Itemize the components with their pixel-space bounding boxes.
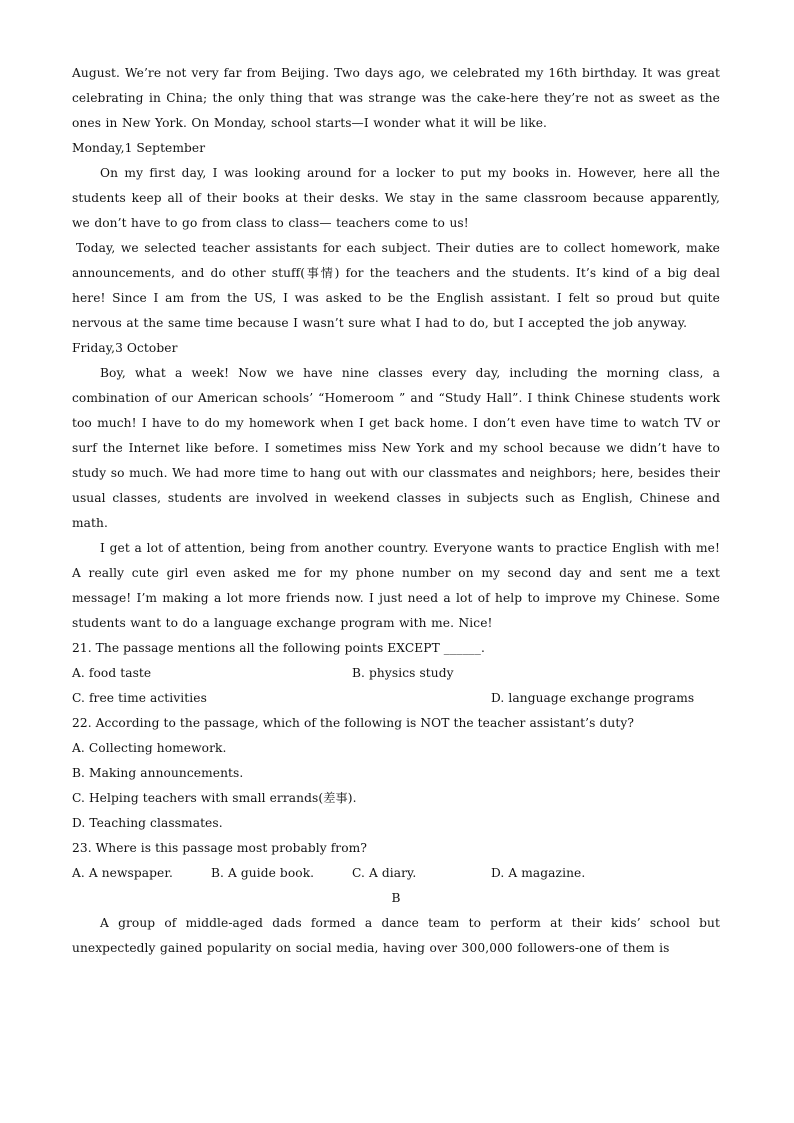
answer-option: D. language exchange programs [491, 691, 695, 705]
intro-paragraph: August. We’re not very far from Beijing. Two days ago, we celebrated my 16th birthday. It was great celebrating in China; the only thing that was strange was the cake-here they’re not as sweet as the ones in New York. On Monday, school starts—I wonder what it will be like. [72, 66, 720, 130]
question-stem: 21. The passage mentions all the following points EXCEPT ______. [72, 641, 485, 655]
question-stem: 22. According to the passage, which of the following is NOT the teacher assistant’s duty? [72, 716, 634, 730]
answer-option: D. A magazine. [491, 866, 586, 880]
question-options-row [72, 661, 720, 686]
diary-paragraph: Boy, what a week! Now we have nine classes every day, including the morning class, a combination of our American schools’ “Homeroom ” and “Study Hall”. I think Chinese students work too much! I have to do my homework when I get back home. I don’t even have time to watch TV or surf the Internet like before. I sometimes miss New York and my school because we didn’t have to study so much. We had more time to hang out with our classmates and neighbors; here, besides their usual classes, students are involved in weekend classes in subjects such as English, Chinese and math. [72, 366, 720, 530]
section-label: B [391, 891, 401, 905]
answer-option: C. free time activities [72, 691, 207, 705]
answer-option: A. food taste [72, 666, 152, 680]
answer-option: C. Helping teachers with small errands(差事). [72, 791, 357, 805]
diary-date-heading: Friday,3 October [72, 341, 178, 355]
answer-option: B. A guide book. [211, 866, 315, 880]
section-paragraph: A group of middle-aged dads formed a dance team to perform at their kids’ school but unexpectedly gained popularity on social media, having over 300,000 followers-one of them is [72, 916, 720, 955]
question-options-row [72, 861, 720, 886]
answer-option: A. Collecting homework. [72, 741, 227, 755]
answer-option: B. physics study [352, 666, 454, 680]
diary-date-heading: Monday,1 September [72, 141, 206, 155]
document-page [72, 61, 720, 961]
question-options-row [72, 686, 720, 711]
diary-paragraph: On my first day, I was looking around for a locker to put my books in. However, here all the students keep all of their books at their desks. We stay in the same classroom because apparently, we don’t have to go from class to class— teachers come to us! [72, 166, 720, 230]
answer-option: B. Making announcements. [72, 766, 244, 780]
answer-option: D. Teaching classmates. [72, 816, 223, 830]
answer-option: C. A diary. [352, 866, 417, 880]
diary-paragraph: I get a lot of attention, being from another country. Everyone wants to practice English with me! A really cute girl even asked me for my phone number on my second day and sent me a text message! I’m making a lot more friends now. I just need a lot of help to improve my Chinese. Some students want to do a language exchange program with me. Nice! [72, 541, 720, 630]
question-stem: 23. Where is this passage most probably from? [72, 841, 367, 855]
diary-paragraph: Today, we selected teacher assistants for each subject. Their duties are to collect homework, make announcements, and do other stuff(事情) for the teachers and the students. It’s kind of a big deal here! Since I am from the US, I was asked to be the English assistant. I felt so proud but quite nervous at the same time because I wasn’t sure what I had to do, but I accepted the job anyway. [72, 241, 720, 330]
answer-option: A. A newspaper. [72, 866, 173, 880]
